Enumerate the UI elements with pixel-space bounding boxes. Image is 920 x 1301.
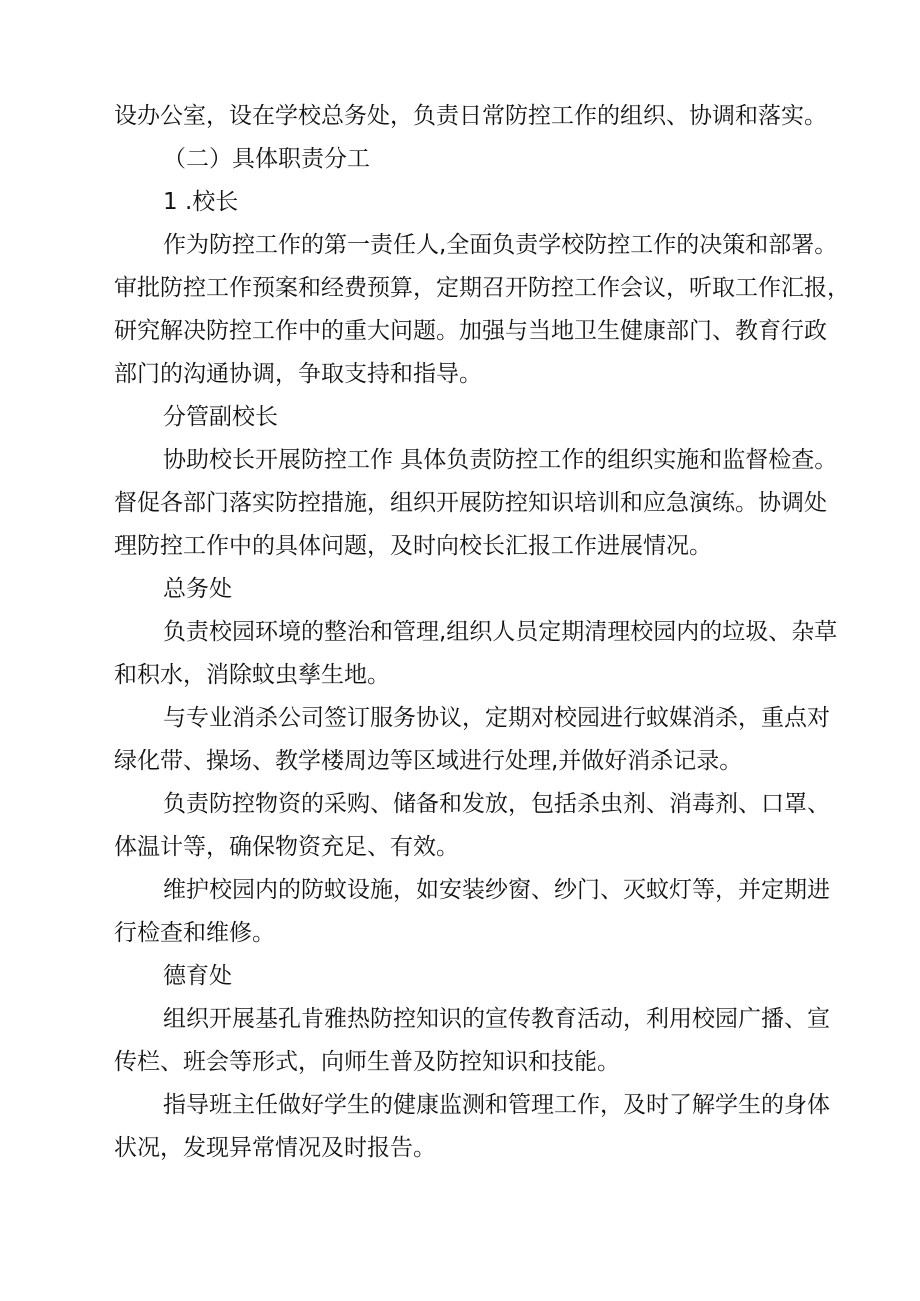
paragraph-line: 和积水，消除蚊虫孳生地。 bbox=[114, 662, 390, 688]
paragraph-line: 研究解决防控工作中的重大问题。加强与当地卫生健康部门、教育行政 bbox=[114, 318, 827, 344]
document-body bbox=[114, 96, 850, 1171]
paragraph-line: 绿化带、操场、教学楼周边等区域进行处理,并做好消杀记录。 bbox=[114, 748, 743, 774]
paragraph-line: 状况，发现异常情况及时报告。 bbox=[114, 1135, 436, 1161]
paragraph-line: 体温计等，确保物资充足、有效。 bbox=[114, 834, 459, 860]
section-heading: （二）具体职责分工 bbox=[163, 146, 370, 172]
subsection-heading-principal: 1 .校长 bbox=[163, 189, 239, 215]
paragraph-line: 组织开展基孔肯雅热防控知识的宣传教育活动，利用校园广播、宣 bbox=[163, 1006, 830, 1032]
paragraph-line: 部门的沟通协调，争取支持和指导。 bbox=[114, 361, 482, 387]
paragraph-line: 负责校园环境的整治和管理,组织人员定期清理校园内的垃圾、杂草 bbox=[163, 619, 838, 645]
subsection-heading-vice-principal: 分管副校长 bbox=[163, 404, 278, 430]
paragraph-line: 协助校长开展防控工作 具体负责防控工作的组织实施和监督检查。 bbox=[163, 447, 838, 473]
paragraph-line: 设办公室，设在学校总务处，负责日常防控工作的组织、协调和落实。 bbox=[114, 103, 827, 129]
paragraph-line: 审批防控工作预案和经费预算，定期召开防控工作会议，听取工作汇报， bbox=[114, 275, 850, 301]
paragraph-line: 督促各部门落实防控措施，组织开展防控知识培训和应急演练。协调处 bbox=[114, 490, 827, 516]
paragraph-line: 理防控工作中的具体问题，及时向校长汇报工作进展情况。 bbox=[114, 533, 712, 559]
paragraph-line: 维护校园内的防蚊设施，如安装纱窗、纱门、灭蚊灯等，并定期进 bbox=[163, 877, 830, 903]
subsection-heading-moral-education: 德育处 bbox=[163, 963, 232, 989]
paragraph-line: 作为防控工作的第一责任人,全面负责学校防控工作的决策和部署。 bbox=[163, 232, 838, 258]
paragraph-line: 与专业消杀公司签订服务协议，定期对校园进行蚊媒消杀，重点对 bbox=[163, 705, 830, 731]
paragraph-line: 负责防控物资的采购、储备和发放，包括杀虫剂、消毒剂、口罩、 bbox=[163, 791, 830, 817]
paragraph-line: 传栏、班会等形式，向师生普及防控知识和技能。 bbox=[114, 1049, 620, 1075]
paragraph-line: 行检查和维修。 bbox=[114, 920, 275, 946]
paragraph-line: 指导班主任做好学生的健康监测和管理工作，及时了解学生的身体 bbox=[163, 1092, 830, 1118]
subsection-heading-general-affairs: 总务处 bbox=[163, 576, 232, 602]
